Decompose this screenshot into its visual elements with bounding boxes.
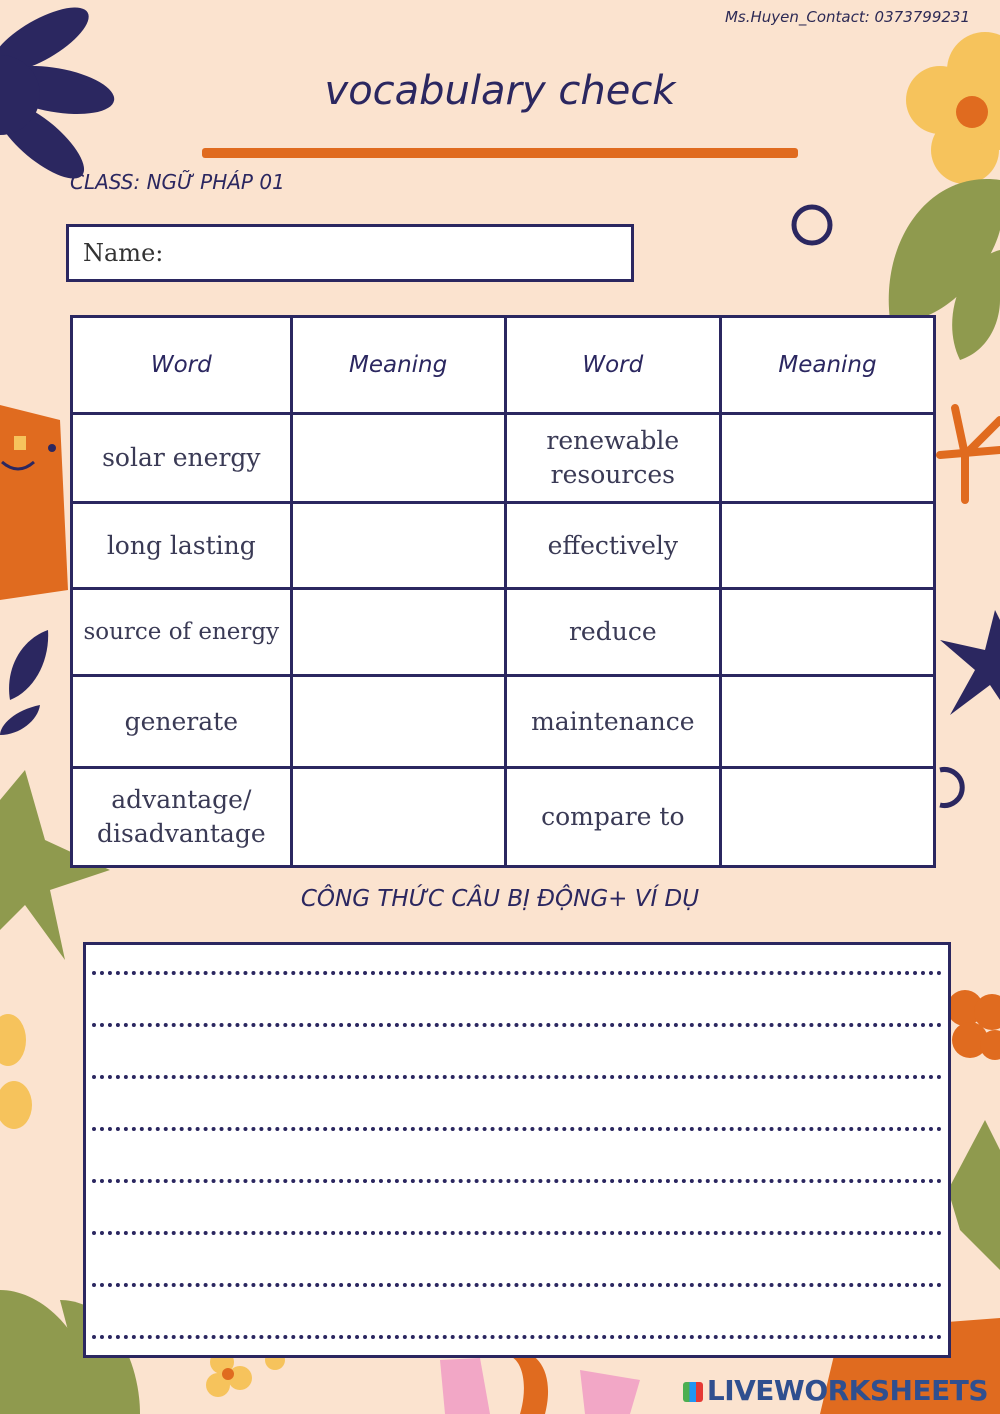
writing-line [92,1127,942,1131]
word-cell: solar energy [72,414,292,503]
meaning-input-cell[interactable] [291,414,505,503]
meaning-input-cell[interactable] [721,676,935,768]
table-row [72,768,935,867]
writing-line [92,1179,942,1183]
name-label: Name: [83,239,164,267]
meaning-input-cell[interactable] [291,589,505,676]
meaning-input-cell[interactable] [721,414,935,503]
olive-star-icon-2 [948,1120,1000,1270]
meaning-input-cell[interactable] [291,768,505,867]
yellow-blob-icon [0,1014,26,1066]
header-meaning-2: Meaning [721,317,935,414]
table-row [72,503,935,589]
star-icon [940,610,1000,715]
word-cell: reduce [505,589,720,676]
table-header-row [72,317,935,414]
class-label: CLASS: NGỮ PHÁP 01 [70,170,285,194]
word-cell: effectively [505,503,720,589]
name-field[interactable] [66,224,634,282]
word-cell: generate [72,676,292,768]
word-cell: renewable resources [505,414,720,503]
brand-text: LIVEWORKSHEETS [706,1374,988,1407]
pink-shape-icon [440,1358,490,1414]
orange-blob-icon [0,405,68,600]
table-row [72,589,935,676]
half-ring-icon [940,770,962,806]
table-row [72,414,935,503]
brand-logo [683,1374,988,1407]
word-cell: advantage/ disadvantage [72,768,292,867]
page-title: vocabulary check [324,68,676,114]
table-row [72,676,935,768]
title-underline [202,148,798,158]
header-word: Word [72,317,292,414]
header-meaning: Meaning [291,317,505,414]
writing-line [92,971,942,975]
writing-line [92,1075,942,1079]
liveworksheets-logo-icon [683,1382,703,1402]
word-cell: long lasting [72,503,292,589]
section-title: CÔNG THỨC CÂU BỊ ĐỘNG+ VÍ DỤ [300,886,700,912]
ring-icon [794,207,830,243]
orange-flower-icon [947,990,1000,1060]
writing-line [92,1335,942,1339]
word-cell: compare to [505,768,720,867]
writing-area[interactable] [83,942,951,1358]
writing-line [92,1231,942,1235]
meaning-input-cell[interactable] [721,503,935,589]
writing-line [92,1023,942,1027]
vocabulary-table [70,315,936,868]
asterisk-icon [940,408,1000,500]
writing-line [92,1283,942,1287]
header-word-2: Word [505,317,720,414]
meaning-input-cell[interactable] [721,768,935,867]
meaning-input-cell[interactable] [291,503,505,589]
meaning-input-cell[interactable] [721,589,935,676]
navy-leaf-icon-2 [0,630,48,735]
meaning-input-cell[interactable] [291,676,505,768]
word-cell: maintenance [505,676,720,768]
contact-info: Ms.Huyen_Contact: 0373799231 [724,8,970,26]
word-cell: source of energy [72,589,292,676]
